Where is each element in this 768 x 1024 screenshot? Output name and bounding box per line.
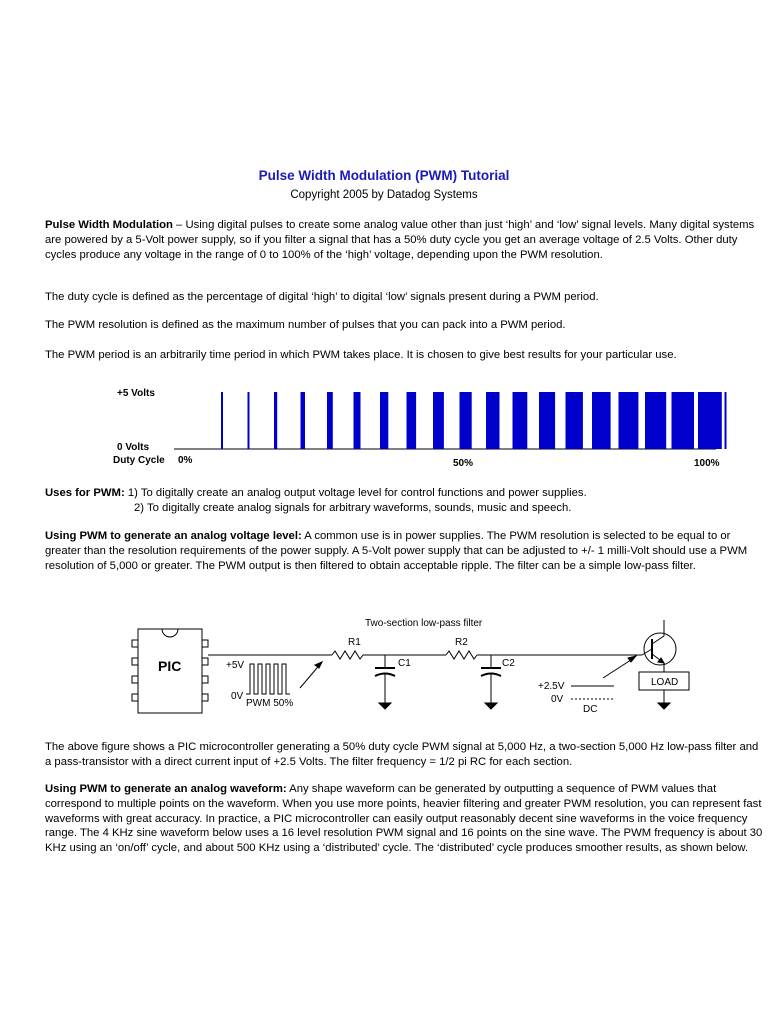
pic-label: PIC	[158, 658, 182, 674]
analog-voltage-text: A common use is in power supplies. The PWM resolution is selected to be equal to or greater than the resolution requirements of the power supply. A 5-Volt power supply that can be adjusted to +/- 1 milli-Volt should use a PWM resolution of 5,000 or greater. The PWM output is then filtered to obtain acceptable ripple. The filter can be a simple low-pass filter.	[45, 530, 748, 572]
intro-paragraph	[45, 218, 767, 262]
analog-voltage-heading: Using PWM to generate an analog voltage level:	[45, 530, 302, 542]
uses-heading: Uses for PWM:	[45, 487, 125, 499]
pwm-pulse-1	[221, 392, 223, 449]
pwm-pulse-9	[433, 392, 444, 449]
resolution-definition: The PWM resolution is defined as the maximum number of pulses that you can pack into a PWM period.	[45, 319, 566, 331]
pwm-pulse-8	[407, 392, 417, 449]
capacitor-c1	[375, 655, 395, 709]
low-voltage-label: 0 Volts	[117, 442, 150, 453]
pwm-pulse-20	[725, 392, 727, 449]
dc-high-label: +2.5V	[538, 681, 565, 692]
c1-label: C1	[398, 658, 411, 669]
pwm-pulse-15	[592, 392, 611, 449]
dc-low-label: 0V	[551, 694, 564, 705]
pwm-pulse-4	[301, 392, 306, 449]
pwm-pulse-14	[566, 392, 583, 449]
analog-voltage-paragraph	[45, 529, 767, 573]
tick-100-percent: 100%	[694, 458, 720, 469]
resistor-r2	[446, 651, 477, 659]
load-label: LOAD	[651, 677, 679, 688]
pass-transistor	[642, 620, 676, 672]
analog-waveform-paragraph	[45, 782, 767, 856]
pwm-pulse-19	[698, 392, 722, 449]
c2-label: C2	[502, 658, 515, 669]
duty-cycle-label: Duty Cycle	[113, 455, 165, 466]
intro-text: – Using digital pulses to create some analog value other than just ‘high’ and ‘low’ signal levels. Many digital systems are powered by a 5-Volt power supply, so if you filter a signal that has a 50% duty cycle you get an average voltage of 2.5 Volts. Other duty cycles produce any voltage in the range of 0 to 100% of the ‘high’ voltage, depending upon the PWM resolution.	[45, 219, 755, 261]
uses-item-1: 1) To digitally create an analog output voltage level for control functions and power supplies.	[124, 487, 587, 499]
pwm-pulse-6	[354, 392, 361, 449]
pwm-pulse-18	[672, 392, 695, 449]
pic-chip	[132, 629, 208, 713]
r2-label: R2	[455, 637, 468, 648]
analog-waveform-heading: Using PWM to generate an analog waveform:	[45, 783, 287, 795]
duty-cycle-definition: The duty cycle is defined as the percentage of digital ‘high’ to digital ‘low’ signals present during a PWM period.	[45, 291, 599, 303]
pwm-bars	[221, 392, 727, 449]
pwm-waveform	[246, 664, 290, 694]
figure-description: The above figure shows a PIC microcontroller generating a 50% duty cycle PWM signal at 5,000 Hz, a two-section 5,000 Hz low-pass filter and a pass-transistor with a direct current input of +2.5 Volts. The filter frequency = 1/2 pi RC for each section.	[45, 741, 759, 768]
low-pass-filter-circuit	[0, 608, 768, 720]
tick-0-percent: 0%	[178, 455, 193, 466]
pwm-duty-cycle-figure	[0, 378, 768, 470]
copyright-line: Copyright 2005 by Datadog Systems	[290, 189, 478, 201]
pwm-pulse-5	[327, 392, 333, 449]
pwm-pulse-3	[274, 392, 277, 449]
pwm-high-label: +5V	[226, 660, 245, 671]
uses-paragraph	[45, 486, 767, 516]
pwm-pulse-11	[486, 392, 500, 449]
resistor-r1	[332, 651, 363, 659]
ground-symbol	[658, 703, 670, 709]
pwm-low-label: 0V	[231, 691, 244, 702]
pwm-pulse-17	[645, 392, 666, 449]
dc-arrow	[603, 658, 634, 678]
page-title: Pulse Width Modulation (PWM) Tutorial	[258, 168, 510, 183]
r1-label: R1	[348, 637, 361, 648]
pwm-pulse-16	[619, 392, 639, 449]
high-voltage-label: +5 Volts	[117, 388, 155, 399]
analog-waveform-text: Any shape waveform can be generated by outputting a sequence of PWM values that correspond to multiple points on the waveform. When you use more points, heavier filtering and greater PWM resolution, you can represent fast waveforms with great accuracy. In practice, a PIC microcontroller can easily output reasonably decent sine waveforms in the voice frequency range. The 4 KHz sine waveform below uses a 16 level resolution PWM signal and 16 points on the sine wave. The PWM frequency is about 30 KHz using an ‘on/off’ cycle, and about 500 KHz using a ‘distributed’ cycle. The ‘distributed’ cycle produces smoother results, as shown below.	[45, 783, 763, 855]
uses-item-2: 2) To digitally create analog signals for arbitrary waveforms, sounds, music and speech.	[134, 501, 572, 514]
period-definition: The PWM period is an arbitrarily time period in which PWM takes place. It is chosen to give best results for your particular use.	[45, 349, 677, 361]
intro-heading: Pulse Width Modulation	[45, 219, 173, 231]
pwm-50-label: PWM 50%	[246, 698, 294, 709]
filter-caption: Two-section low-pass filter	[365, 618, 483, 629]
pwm-pulse-12	[513, 392, 528, 449]
pwm-pulse-7	[380, 392, 388, 449]
pwm-pulse-10	[460, 392, 472, 449]
pwm-pulse-13	[539, 392, 555, 449]
tick-50-percent: 50%	[453, 458, 474, 469]
pwm-pulse-2	[248, 392, 250, 449]
capacitor-c2	[481, 655, 501, 709]
dc-label: DC	[583, 704, 598, 715]
